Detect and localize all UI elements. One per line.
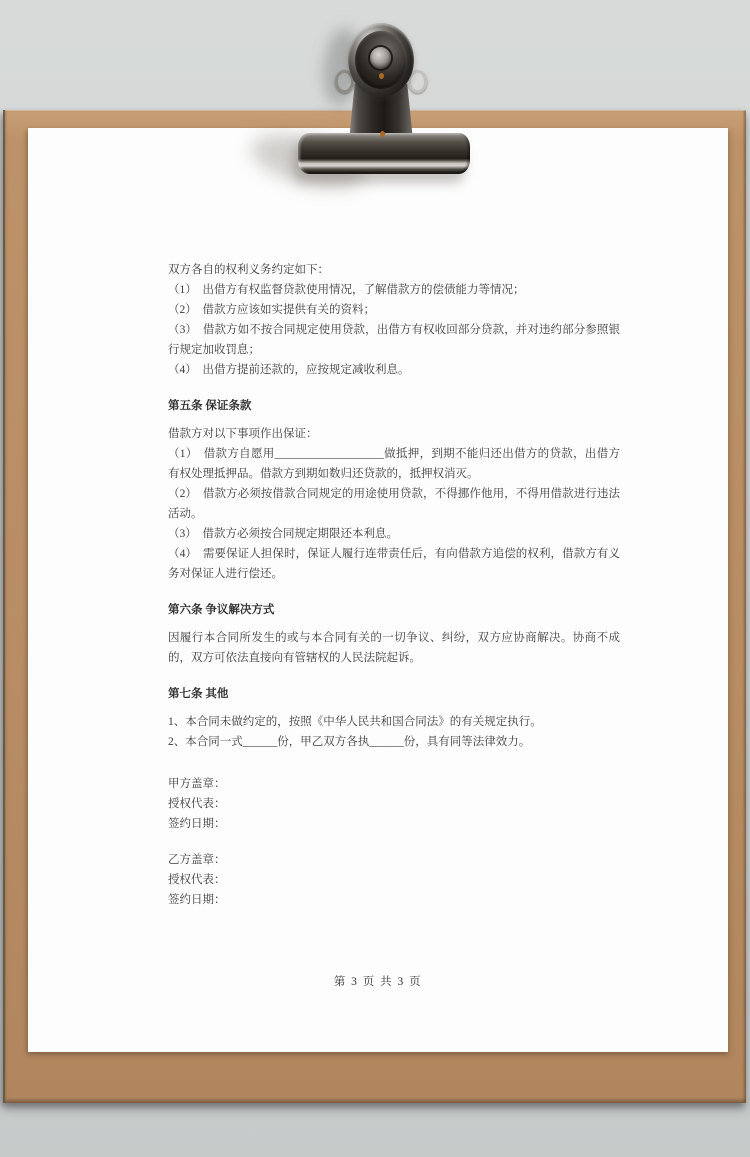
clip-knob: [348, 23, 414, 97]
clip-knob-face: [355, 31, 407, 89]
page-number: 第 3 页 共 3 页: [333, 976, 423, 988]
clip-wall-shadow: [320, 26, 364, 107]
body-paragraph: （4） 需要保证人担保时，保证人履行连带责任后，有向借款方追偿的权利，借款方有义务对保证人进行偿还。: [168, 548, 620, 580]
signature-block-party-b: [168, 850, 620, 910]
signature-line: 签约日期：: [168, 818, 226, 830]
body-paragraph: （1） 借款方自愿用___________________做抵押，到期不能归还出借方的贷款，出借方有权处理抵押品。借款方到期如数归还贷款的，抵押权消灭。: [168, 448, 620, 480]
body-paragraph: （3） 借款方必须按合同规定期限还本利息。: [168, 528, 398, 540]
clip-knob-hole: [370, 47, 391, 69]
signature-line: 签约日期：: [168, 894, 226, 906]
section-heading: 第七条 其他: [168, 688, 229, 700]
body-paragraph: 双方各自的权利义务约定如下：: [168, 264, 329, 276]
body-paragraph: 1、本合同未做约定的，按照《中华人民共和国合同法》的有关规定执行。: [168, 716, 542, 728]
body-paragraph: 2、本合同一式______份，甲乙双方各执______份，具有同等法律效力。: [168, 736, 531, 748]
body-paragraph: 因履行本合同所发生的或与本合同有关的一切争议、纠纷，双方应协商解决。协商不成的，双方可依法直接向有管辖权的人民法院起诉。: [168, 632, 620, 664]
contract-page: [28, 128, 728, 1052]
body-paragraph: （2） 借款方必须按借款合同规定的用途使用贷款，不得挪作他用，不得用借款进行违法活动。: [168, 488, 620, 520]
body-paragraph: 借款方对以下事项作出保证：: [168, 428, 318, 440]
signature-block-party-a: [168, 774, 620, 834]
section-heading: 第六条 争议解决方式: [168, 604, 275, 616]
body-paragraph: （2） 借款方应该如实提供有关的资料；: [168, 304, 375, 316]
document-body: [168, 260, 620, 910]
section-heading: 第五条 保证条款: [168, 400, 252, 412]
signature-line: 授权代表：: [168, 874, 226, 886]
clip-wire-loop-left-icon: [335, 70, 354, 93]
clip-wire-loop-right-icon: [408, 70, 427, 93]
body-paragraph: （1） 出借方有权监督贷款使用情况，了解借款方的偿债能力等情况；: [168, 284, 525, 296]
body-paragraph: （3） 借款方如不按合同规定使用贷款，出借方有权收回部分贷款，并对违约部分参照银行规定加收罚息；: [168, 324, 620, 356]
clip-knob-dot: [379, 73, 384, 79]
signature-line: 授权代表：: [168, 798, 226, 810]
signature-line: 乙方盖章：: [168, 854, 226, 866]
body-paragraph: （4） 出借方提前还款的，应按规定减收利息。: [168, 364, 410, 376]
signature-line: 甲方盖章：: [168, 778, 226, 790]
